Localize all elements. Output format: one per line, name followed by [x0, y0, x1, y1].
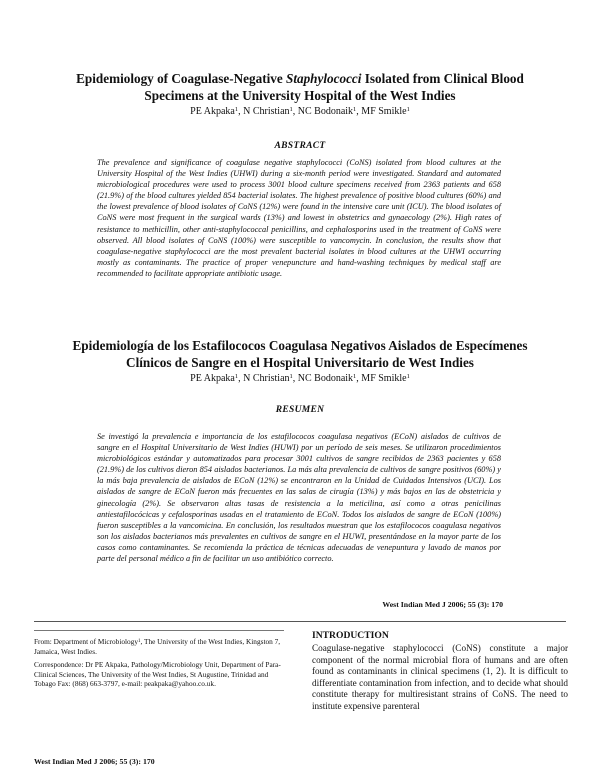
spanish-title-line-1: Epidemiología de los Estafilococos Coagulasa Negativos Aislados de Especímenes — [72, 338, 528, 353]
affiliation-footnote: From: Department of Microbiology$^1$, The University of the West Indies, Kingston 7, Jamaica, West Indies. — [34, 637, 281, 656]
author: NC Bodonaik$^1$, — [297, 373, 362, 384]
citation: West Indian Med J 2006; 55 (3): 170 — [382, 600, 503, 609]
author: N Christian$^1$, — [243, 106, 298, 117]
abstract-text: The prevalence and significance of coagulase negative staphylococci (CoNS) isolated from blood cultures at the University Hospital of the West Indies (UHWI) during a six-month period were investigated. Standard and automated microbiological procedures were used to process 3001 blood culture specimens received from 2363 patients and 658 (21.9%) of the blood cultures yielded 854 bacterial isolates. The highest prevalence of positive blood cultures (60%) and the lowest prevalence of blood isolates of CoNS (12%) were found in the intensive care unit (ICU). The blood isolates of CoNS were most frequent in the surgical wards (13%) and lowest in obstetrics and gynaecology (2%). High rates of resistance to methicillin, other anti-staphylococcal penicillins, and cephalosporins used in the treatment of CoNS were observed. All blood isolates of CoNS (100%) were susceptible to vancomycin. In conclusion, the results show that coagulase-negative staphylococci are the most prevalent bacterial isolates in blood cultures at the UHWI occurring mostly as contaminants. The practice of proper venepuncture and hand-washing techniques by medical staff are recommended to facilitate appropriate antibiotic usage. — [97, 158, 501, 278]
page-footer: West Indian Med J 2006; 55 (3): 170 — [34, 757, 155, 766]
english-title-pre: Epidemiology of Coagulase-Negative — [76, 71, 286, 86]
spanish-authors — [40, 371, 560, 385]
author: MF Smikle$^1$ — [361, 373, 410, 384]
resumen-heading: RESUMEN — [275, 405, 325, 415]
author: N Christian$^1$, — [243, 373, 298, 384]
footnote-divider — [34, 630, 284, 631]
author: PE Akpaka$^1$, — [190, 106, 244, 117]
english-title-italic: Staphylococci — [286, 71, 362, 86]
introduction-heading: INTRODUCTION — [312, 630, 389, 641]
resumen-text: Se investigó la prevalencia e importancia de los estafilococos coagulasa negativos (ECoN) aislados de cultivos de sangre en el Hospital Universitario de West Indies (HUWI) por un período de seis meses. Se utilizaron procedimientos microbiológicos estándar y automatizados para procesar 3001 cultivos de sangre recibidos de 2363 pacientes y 658 (21.9%) de los cultivos dieron 854 aislados bacterianos. La más alta prevalencia de cultivos de sangre positivos (60%) y la más baja prevalencia de aislados de ECoN (12%) se encontraron en la Unidad de Cuidados Intensivos (UCI). Los aislados de sangre de ECoN fueron más frecuentes en las salas de cirugía (13%) y más bajos en las de obstetricia y ginecología (2%). Se observaron altas tasas de resistencia a la meticilina, así como a otras penicilinas antiestafilocócicas y cefalosporinas usadas en el tratamiento de ECoN. Todos los aislados de sangre de ECoN (100%) fueron susceptibles a la vancomicina. En conclusión, los resultados muestran que los estafilococos coagulasa negativos son los aislados bacterianos más prevalentes en cultivos de sangre en el HUWI, presentándose en la mayor parte de los casos como contaminantes. Se recomienda la práctica de técnicas adecuadas de venepuntura y lavado de manos por parte del personal médico a fin de facilitar un uso antibiótico correcto. — [97, 432, 501, 564]
english-title-line-2: Specimens at the University Hospital of the West Indies — [144, 88, 456, 103]
spanish-title-line-2: Clínicos de Sangre en el Hospital Universitario de West Indies — [126, 355, 474, 370]
author: NC Bodonaik$^1$, — [297, 106, 362, 117]
english-title-line-1 — [40, 70, 560, 87]
correspondence-footnote: Correspondence: Dr PE Akpaka, Pathology/Microbiology Unit, Department of Para-Clinical Sciences, The University of the West Indies, St Augustine, Trinidad and Tobago Fax: (868) 663-3797, e-mail: peakpaka@yahoo.co.uk. — [34, 660, 281, 689]
introduction-text: Coagulase-negative staphylococci (CoNS) constitute a major component of the normal microbial flora of humans and are often found as contaminants in clinical specimens (1, 2). It is difficult to differentiate contamination from infection, and to decide what should constitute therapy for multiresistant strains of CoNS. The need to institute expensive parenteral — [312, 643, 568, 711]
english-authors — [40, 104, 560, 118]
author: PE Akpaka$^1$, — [190, 373, 244, 384]
abstract-heading: ABSTRACT — [274, 141, 326, 151]
section-divider — [34, 621, 566, 622]
author: MF Smikle$^1$ — [361, 106, 410, 117]
english-title-post: Isolated from Clinical Blood — [361, 71, 524, 86]
